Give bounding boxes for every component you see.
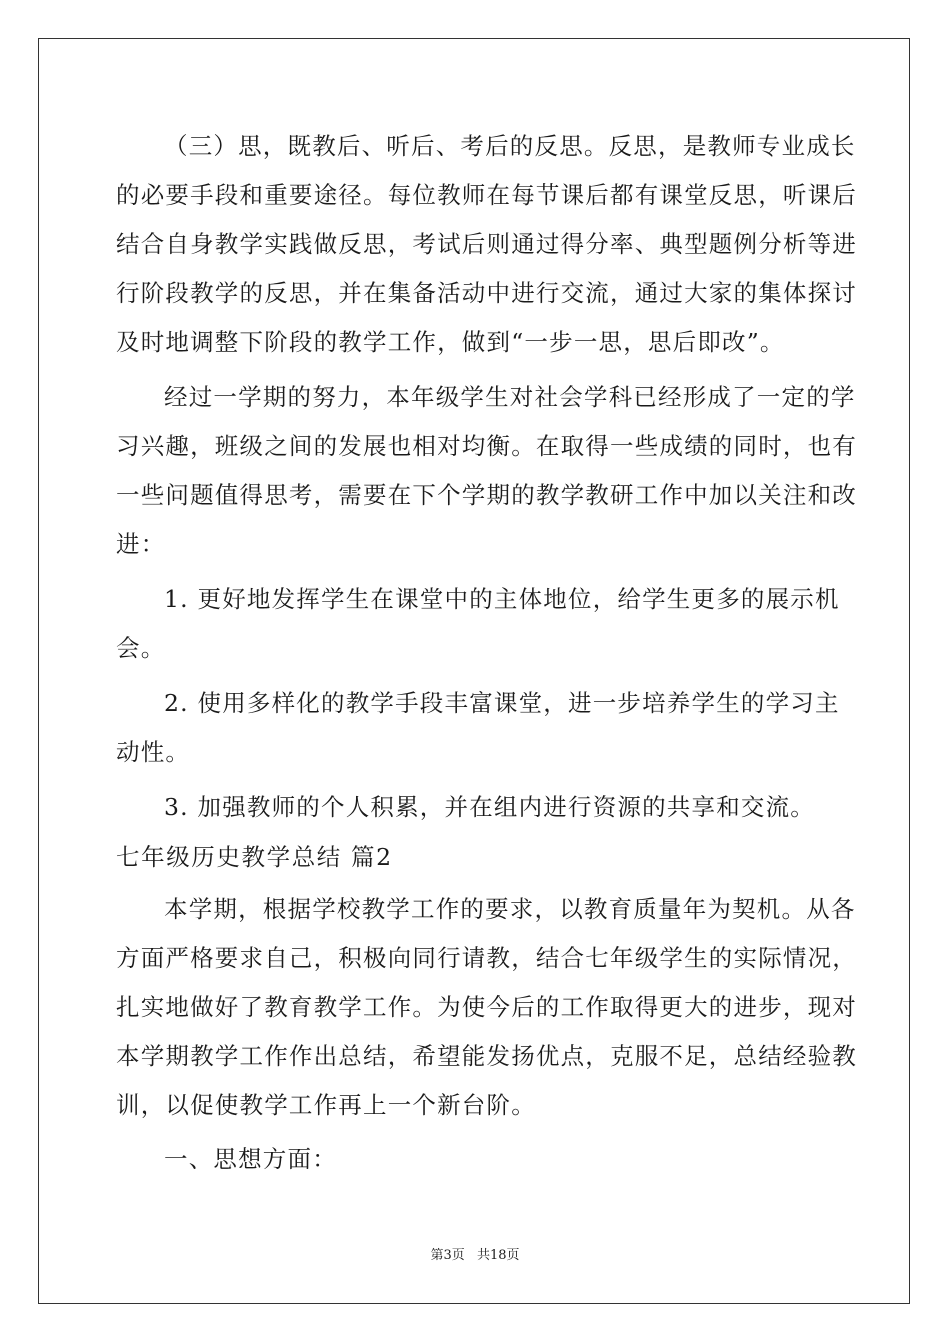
paragraph-line: 行阶段教学的反思，并在集备活动中进行交流，通过大家的集体探讨 (116, 279, 857, 307)
page-footer (0, 1244, 950, 1263)
paragraph-line: （三）思，既教后、听后、考后的反思。反思，是教师专业成长 (164, 132, 856, 160)
paragraph-line: 习兴趣，班级之间的发展也相对均衡。在取得一些成绩的同时，也有 (116, 432, 857, 460)
section-heading: 七年级历史教学总结 篇2 (116, 843, 393, 871)
paragraph-line: 及时地调整下阶段的教学工作，做到“一步一思，思后即改”。 (116, 328, 785, 356)
page-total: 共18页 (476, 1248, 520, 1263)
list-item-line: 会。 (116, 634, 166, 662)
paragraph-line: 进： (116, 530, 166, 558)
paragraph-line: 扎实地做好了教育教学工作。为使今后的工作取得更大的进步，现对 (116, 993, 857, 1021)
paragraph-line: 本学期，根据学校教学工作的要求，以教育质量年为契机。从各 (164, 895, 856, 923)
page-number: 第3页 (430, 1248, 465, 1263)
list-item-line: 3. 加强教师的个人积累，并在组内进行资源的共享和交流。 (164, 793, 815, 821)
paragraph-line: 的必要手段和重要途径。每位教师在每节课后都有课堂反思，听课后 (116, 181, 857, 209)
list-item-line: 1. 更好地发挥学生在课堂中的主体地位，给学生更多的展示机 (164, 585, 840, 613)
paragraph-line: 经过一学期的努力，本年级学生对社会学科已经形成了一定的学 (164, 383, 856, 411)
paragraph-line: 结合自身教学实践做反思，考试后则通过得分率、典型题例分析等进 (116, 230, 857, 258)
paragraph-line: 一些问题值得思考，需要在下个学期的教学教研工作中加以关注和改 (116, 481, 857, 509)
paragraph-line: 训，以促使教学工作再上一个新台阶。 (116, 1091, 536, 1119)
list-item-line: 2. 使用多样化的教学手段丰富课堂，进一步培养学生的学习主 (164, 689, 840, 717)
paragraph-line: 本学期教学工作作出总结，希望能发扬优点，克服不足，总结经验教 (116, 1042, 857, 1070)
paragraph-line: 方面严格要求自己，积极向同行请教，结合七年级学生的实际情况， (116, 944, 857, 972)
subsection-heading: 一、思想方面： (164, 1145, 337, 1173)
list-item-line: 动性。 (116, 738, 191, 766)
